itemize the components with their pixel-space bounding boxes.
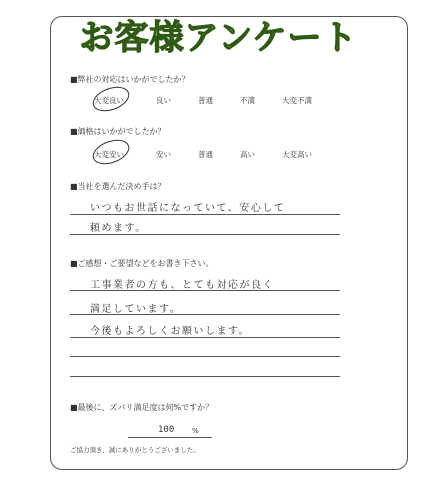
option-price-cheap[interactable]: 安い (156, 150, 171, 159)
answer-reason-line-1: いつもお世話になっていて、安心して (90, 203, 286, 214)
satisfaction-underline (128, 437, 212, 438)
option-price-very-expensive[interactable]: 大変高い (282, 150, 312, 159)
satisfaction-unit: % (192, 427, 199, 435)
satisfaction-value: 100 (158, 425, 175, 435)
satisfaction-field[interactable] (128, 425, 212, 439)
answer-comments-line-1: 工事業者の方も、とても対応が良く (90, 280, 274, 291)
option-service-normal[interactable]: 普通 (198, 96, 213, 105)
answer-line (70, 314, 340, 315)
answer-reason-line-2: 頼めます。 (90, 223, 147, 234)
option-price-normal[interactable]: 普通 (198, 150, 213, 159)
question-price: ■価格はいかがでしたか？ (70, 127, 166, 136)
answer-line (70, 234, 340, 235)
option-service-very-dissatisfied[interactable]: 大変不満 (282, 96, 312, 105)
answer-line (70, 356, 340, 357)
question-service: ■弊社の対応はいかがでしたか？ (70, 75, 190, 84)
option-price-expensive[interactable]: 高い (240, 150, 255, 159)
option-service-very-good[interactable]: 大変良い (94, 96, 124, 105)
survey-title: お客様アンケート (79, 18, 358, 58)
answer-line (70, 214, 340, 215)
answer-line (70, 337, 340, 338)
answer-comments-line-2: 満足しています。 (90, 304, 182, 315)
question-comments: ■ご感想・ご要望などをお書き下さい。 (70, 259, 214, 268)
answer-line (70, 290, 340, 291)
option-service-good[interactable]: 良い (156, 96, 171, 105)
option-service-dissatisfied[interactable]: 不満 (240, 96, 255, 105)
question-reason: ■当社を選んだ決め手は？ (70, 182, 166, 191)
question-satisfaction: ■最後に、ズバリ満足度は何%ですか？ (70, 403, 214, 412)
thanks-note: ご協力頂き、誠にありがとうございました。 (70, 446, 200, 454)
answer-comments-line-3: 今後もよろしくお願いします。 (90, 326, 251, 337)
option-price-very-cheap[interactable]: 大変安い (94, 150, 124, 159)
answer-line (70, 376, 340, 377)
